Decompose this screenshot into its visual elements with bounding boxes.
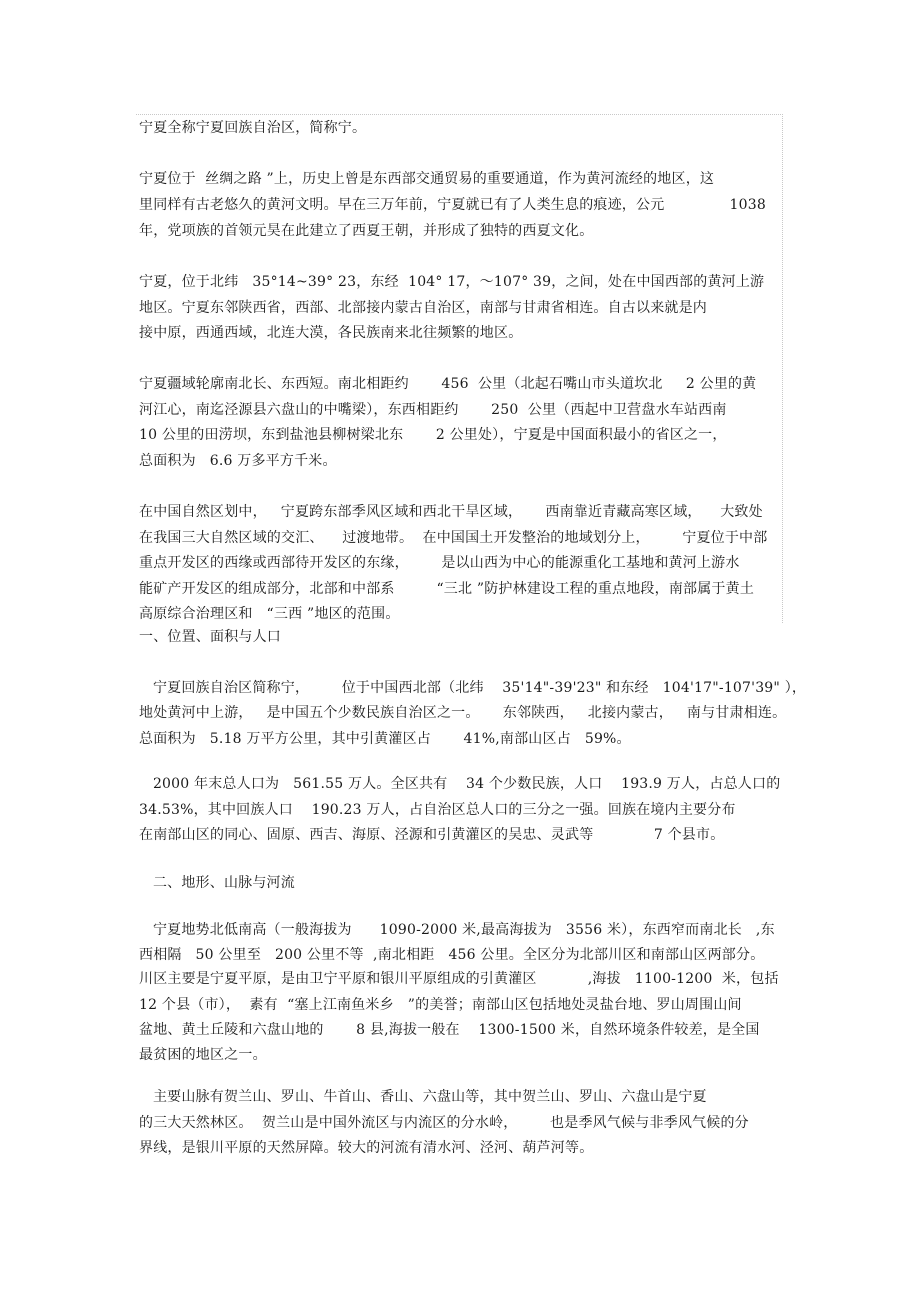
section2-p2-line-3: 界线，是银川平原的天然屏障。较大的河流有清水河、泾河、葫芦河等。 [139, 1140, 594, 1156]
section2-p2-line-2: 的三大天然林区。 贺兰山是中国外流区与内流区的分水岭， 也是季风气候与非季风气候的分 [139, 1115, 749, 1131]
section1-heading: 一、位置、面积与人口 [139, 629, 281, 645]
section2-p1-line-3: 川区主要是宁夏平原，是由卫宁平原和银川平原组成的引黄灌区 ,海拔 1100-1200 米，包括 [139, 971, 779, 987]
section1-p1-line-2: 地处黄河中上游， 是中国五个少数民族自治区之一。 东邻陕西， 北接内蒙古， 南与甘肃相连。 [139, 705, 787, 721]
section1-p1-line-1: 宁夏回族自治区简称宁， 位于中国西北部（北纬 35'14"-39'23" 和东经 104'17"-107'39" ）， [139, 680, 807, 696]
intro-p4-line-2: 河江心，南迄泾源县六盘山的中嘴梁），东西相距约 250 公里（西起中卫营盘水车站西南 [139, 402, 727, 418]
section1-p2-line-3: 在南部山区的同心、固原、西吉、海原、泾源和引黄灌区的吴忠、灵武等 7 个县市。 [139, 827, 725, 843]
section2-p1-line-5: 盆地、黄土丘陵和六盘山地的 8 县,海拔一般在 1300-1500 米，自然环境条件较差，是全国 [139, 1022, 760, 1038]
section2-p1-line-1: 宁夏地势北低南高（一般海拔为 1090-2000 米,最高海拔为 3556 米），东西窄而南北长 ,东 [139, 922, 775, 938]
intro-p4-line-1: 宁夏疆域轮廓南北长、东西短。南北相距约 456 公里（北起石嘴山市头道坎北 2 公里的黄 [139, 376, 757, 392]
intro-p2-line-2: 里同样有古老悠久的黄河文明。早在三万年前，宁夏就已有了人类生息的痕迹，公元 1038 [139, 197, 766, 213]
section1-p1-line-3: 总面积为 5.18 万平方公里，其中引黄灌区占 41%,南部山区占 59%。 [139, 731, 631, 747]
section1-p2-line-2: 34.53%，其中回族人口 190.23 万人，占自治区总人口的三分之一强。回族在境内主要分布 [139, 802, 736, 818]
section1-p2-line-1: 2000 年末总人口为 561.55 万人。全区共有 34 个少数民族，人口 193.9 万人，占总人口的 [139, 776, 781, 792]
intro-p5-line-3: 重点开发区的西缘或西部待开发区的东缘， 是以山西为中心的能源重化工基地和黄河上游水 [139, 555, 740, 571]
section2-p2-line-1: 主要山脉有贺兰山、罗山、牛首山、香山、六盘山等，其中贺兰山、罗山、六盘山是宁夏 [139, 1089, 707, 1105]
section2-p1-line-2: 西相隔 50 公里至 200 公里不等 ,南北相距 456 公里。全区分为北部川区和南部山区两部分。 [139, 947, 765, 963]
intro-p2-line-3: 年，党项族的首领元昊在此建立了西夏王朝，并形成了独特的西夏文化。 [139, 223, 594, 239]
intro-line-1: 宁夏全称宁夏回族自治区，简称宁。 [139, 120, 367, 136]
intro-p5-line-2: 在我国三大自然区域的交汇、 过渡地带。 在中国国土开发整治的地域划分上， 宁夏位于中部 [139, 530, 768, 546]
section2-heading: 二、地形、山脉与河流 [139, 875, 295, 891]
intro-p3-line-1: 宁夏，位于北纬 35°14~39° 23，东经 104° 17，～107° 39，之间，处在中国西部的黄河上游 [139, 274, 765, 290]
section2-p1-line-4: 12 个县（市）， 素有 “塞上江南鱼米乡 ”的美誉；南部山区包括地处灵盐台地、罗山周围山间 [139, 997, 742, 1013]
intro-p5-line-5: 高原综合治理区和 “三西 ”地区的范围。 [139, 606, 400, 622]
intro-p5-line-4: 能矿产开发区的组成部分，北部和中部系 “三北 ”防护林建设工程的重点地段，南部属于黄土 [139, 581, 755, 597]
intro-p2-line-1: 宁夏位于 丝绸之路 ”上，历史上曾是东西部交通贸易的重要通道，作为黄河流经的地区，这 [139, 171, 715, 187]
intro-p4-line-4: 总面积为 6.6 万多平方千米。 [139, 453, 337, 469]
intro-p4-line-3: 10 公里的田涝坝，东到盐池县柳树梁北东 2 公里处），宁夏是中国面积最小的省区之一， [139, 427, 727, 443]
section2-p1-line-6: 最贫困的地区之一。 [139, 1047, 267, 1063]
intro-p3-line-3: 接中原，西通西域，北连大漠，各民族南来北往频繁的地区。 [139, 325, 523, 341]
intro-p5-line-1: 在中国自然区划中， 宁夏跨东部季风区域和西北干旱区域， 西南靠近青藏高寒区域， 大致处 [139, 504, 763, 520]
intro-p3-line-2: 地区。宁夏东邻陕西省，西部、北部接内蒙古自治区，南部与甘肃省相连。自古以来就是内 [139, 300, 707, 316]
